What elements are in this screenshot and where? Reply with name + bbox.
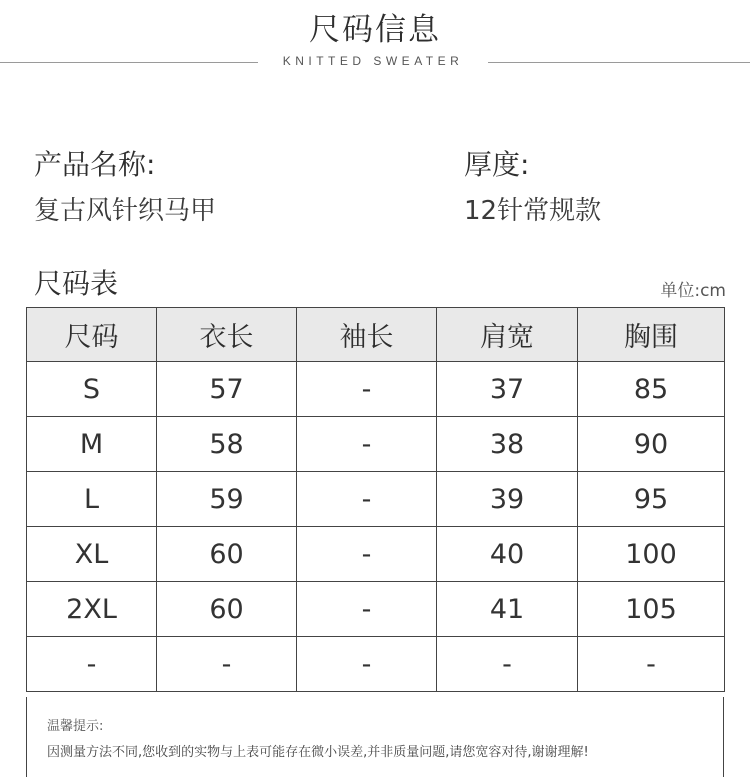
divider-left [0, 62, 258, 63]
tips-title: 温馨提示: [47, 719, 104, 734]
table-cell: - [297, 362, 437, 417]
table-cell: 85 [578, 362, 725, 417]
table-cell: 37 [437, 362, 578, 417]
table-cell: 58 [157, 417, 297, 472]
table-cell: 60 [157, 527, 297, 582]
tips-text: 因测量方法不同,您收到的实物与上表可能存在微小误差,并非质量问题,请您宽容对待,谢谢理解! [47, 745, 589, 760]
table-cell: - [578, 637, 725, 692]
table-row [27, 472, 725, 527]
table-cell: - [297, 472, 437, 527]
table-cell: 95 [578, 472, 725, 527]
size-table [26, 307, 725, 692]
table-cell: 59 [157, 472, 297, 527]
header-subtitle-row [0, 52, 750, 72]
table-cell: 41 [437, 582, 578, 637]
table-cell: 60 [157, 582, 297, 637]
table-cell: - [157, 637, 297, 692]
table-cell: - [27, 637, 157, 692]
table-cell: S [27, 362, 157, 417]
table-cell: 2XL [27, 582, 157, 637]
column-header: 衣长 [157, 308, 297, 362]
product-name-label: 产品名称: [34, 148, 156, 181]
table-row [27, 582, 725, 637]
page-title: 尺码信息 [309, 12, 441, 48]
table-cell: 90 [578, 417, 725, 472]
table-cell: L [27, 472, 157, 527]
tips-box [26, 697, 724, 777]
table-row [27, 417, 725, 472]
column-header: 尺码 [27, 308, 157, 362]
divider-right [488, 62, 750, 63]
table-cell: 39 [437, 472, 578, 527]
table-row [27, 527, 725, 582]
table-cell: - [297, 417, 437, 472]
column-header: 肩宽 [437, 308, 578, 362]
table-header-row [27, 308, 725, 362]
table-cell: 40 [437, 527, 578, 582]
table-cell: 38 [437, 417, 578, 472]
page-subtitle: KNITTED SWEATER [282, 54, 464, 68]
table-cell: 105 [578, 582, 725, 637]
table-cell: M [27, 417, 157, 472]
table-cell: - [437, 637, 578, 692]
table-cell: 100 [578, 527, 725, 582]
column-header: 胸围 [578, 308, 725, 362]
column-header: 袖长 [297, 308, 437, 362]
size-table-title: 尺码表 [34, 267, 119, 300]
product-name-value: 复古风针织马甲 [34, 196, 217, 226]
table-cell: - [297, 527, 437, 582]
table-cell: 57 [157, 362, 297, 417]
thickness-value: 12针常规款 [464, 196, 602, 226]
table-cell: - [297, 582, 437, 637]
table-row [27, 637, 725, 692]
thickness-label: 厚度: [464, 148, 530, 181]
unit-note: 单位:cm [660, 281, 726, 301]
table-cell: XL [27, 527, 157, 582]
table-row [27, 362, 725, 417]
table-cell: - [297, 637, 437, 692]
